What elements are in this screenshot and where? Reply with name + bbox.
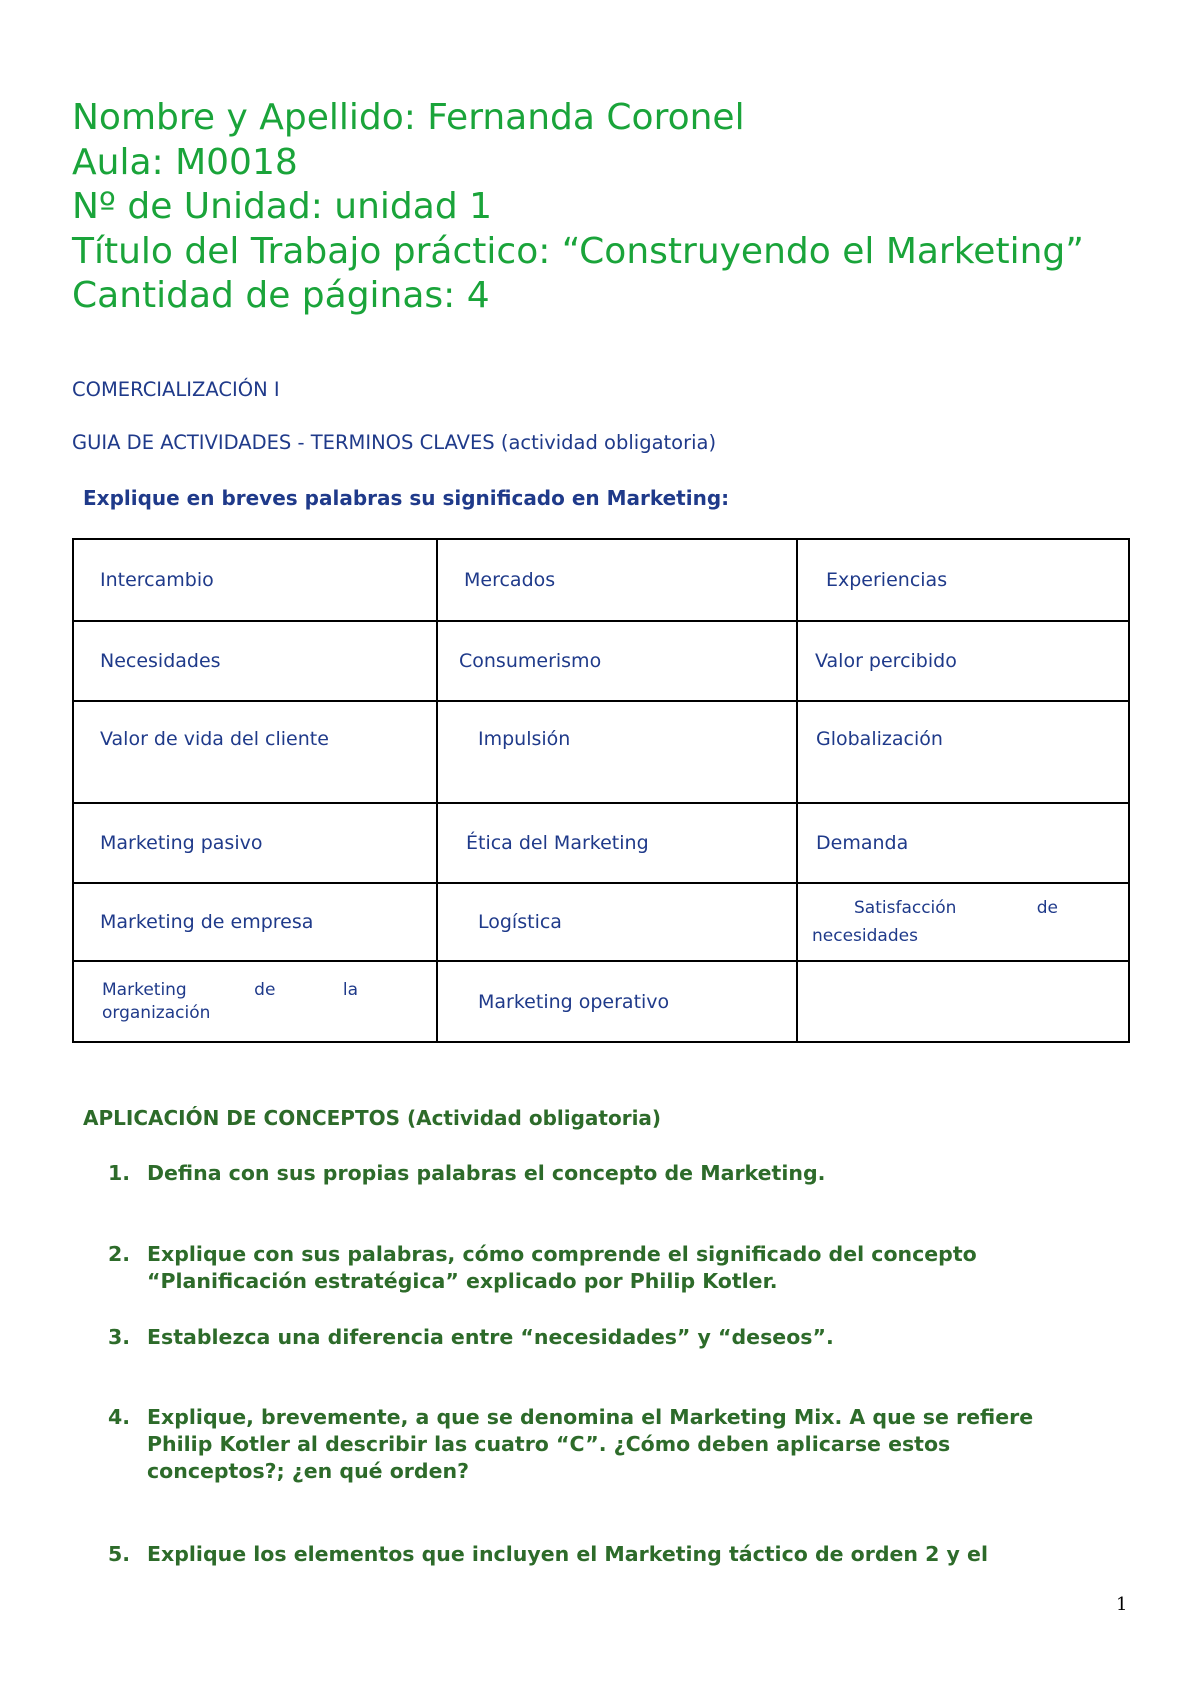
table-row [73, 701, 1129, 803]
question-line: Explique con sus palabras, cómo comprende el significado del concepto [147, 1242, 977, 1266]
subject-title: COMERCIALIZACIÓN I [72, 378, 280, 401]
question-number: 3. [108, 1325, 131, 1349]
term-satisfaccion [810, 894, 1128, 950]
question-number: 4. [108, 1405, 131, 1429]
empty-cell [797, 961, 1129, 1042]
term-cell: Logística [437, 883, 797, 961]
table-row [73, 621, 1129, 701]
term-cell: Valor percibido [797, 621, 1129, 701]
application-title: APLICACIÓN DE CONCEPTOS (Actividad obligatoria) [83, 1106, 662, 1130]
table-row [73, 803, 1129, 883]
term-cell: Consumerismo [437, 621, 797, 701]
term-word: de [254, 979, 276, 1000]
key-terms-table [72, 538, 1130, 1043]
term-cell: Experiencias [797, 539, 1129, 621]
question-text: Defina con sus propias palabras el concepto de Marketing. [147, 1161, 826, 1185]
page-count: Cantidad de páginas: 4 [72, 275, 490, 316]
question-line: “Planificación estratégica” explicado por Philip Kotler. [147, 1269, 778, 1293]
term-word: necesidades [812, 926, 918, 946]
term-cell: Valor de vida del cliente [73, 701, 437, 803]
document-header [72, 96, 1084, 319]
term-cell: Necesidades [73, 621, 437, 701]
question-line: Explique, brevemente, a que se denomina el Marketing Mix. A que se refiere [147, 1405, 1034, 1429]
table-row [73, 961, 1129, 1042]
term-cell [73, 961, 437, 1042]
term-word: de [1036, 898, 1058, 918]
term-cell: Marketing pasivo [73, 803, 437, 883]
question-line: Philip Kotler al describir las cuatro “C”. ¿Cómo deben aplicarse estos [147, 1432, 951, 1456]
table-row [73, 539, 1129, 621]
question-line: conceptos?; ¿en qué orden? [147, 1459, 469, 1483]
term-cell: Marketing de empresa [73, 883, 437, 961]
term-cell: Marketing operativo [437, 961, 797, 1042]
question-number: 2. [108, 1242, 131, 1266]
term-cell: Ética del Marketing [437, 803, 797, 883]
table-row [73, 883, 1129, 961]
question-text [147, 1404, 1147, 1485]
term-word: organización [102, 1002, 211, 1023]
term-word: Marketing [102, 979, 187, 1000]
classroom: Aula: M0018 [72, 141, 298, 183]
table-instruction: Explique en breves palabras su significado en Marketing: [83, 486, 730, 510]
page-number: 1 [1116, 1594, 1128, 1615]
term-cell: Impulsión [437, 701, 797, 803]
question-text: Explique los elementos que incluyen el Marketing táctico de orden 2 y el [147, 1542, 988, 1566]
term-marketing-organizacion [102, 979, 436, 1025]
term-word: Satisfacción [854, 898, 957, 918]
term-cell: Demanda [797, 803, 1129, 883]
term-cell [797, 883, 1129, 961]
term-word: la [342, 979, 358, 1000]
term-cell: Mercados [437, 539, 797, 621]
question-number: 5. [108, 1542, 131, 1566]
unit-number: Nº de Unidad: unidad 1 [72, 186, 493, 227]
assignment-title: Título del Trabajo práctico: “Construyendo el Marketing” [72, 230, 1084, 272]
question-number: 1. [108, 1161, 131, 1185]
term-cell: Intercambio [73, 539, 437, 621]
student-name: Nombre y Apellido: Fernanda Coronel [72, 97, 745, 138]
guide-title: GUIA DE ACTIVIDADES - TERMINOS CLAVES (actividad obligatoria) [72, 431, 717, 454]
term-cell: Globalización [797, 701, 1129, 803]
question-text [147, 1241, 1147, 1295]
question-text: Establezca una diferencia entre “necesidades” y “deseos”. [147, 1325, 834, 1349]
